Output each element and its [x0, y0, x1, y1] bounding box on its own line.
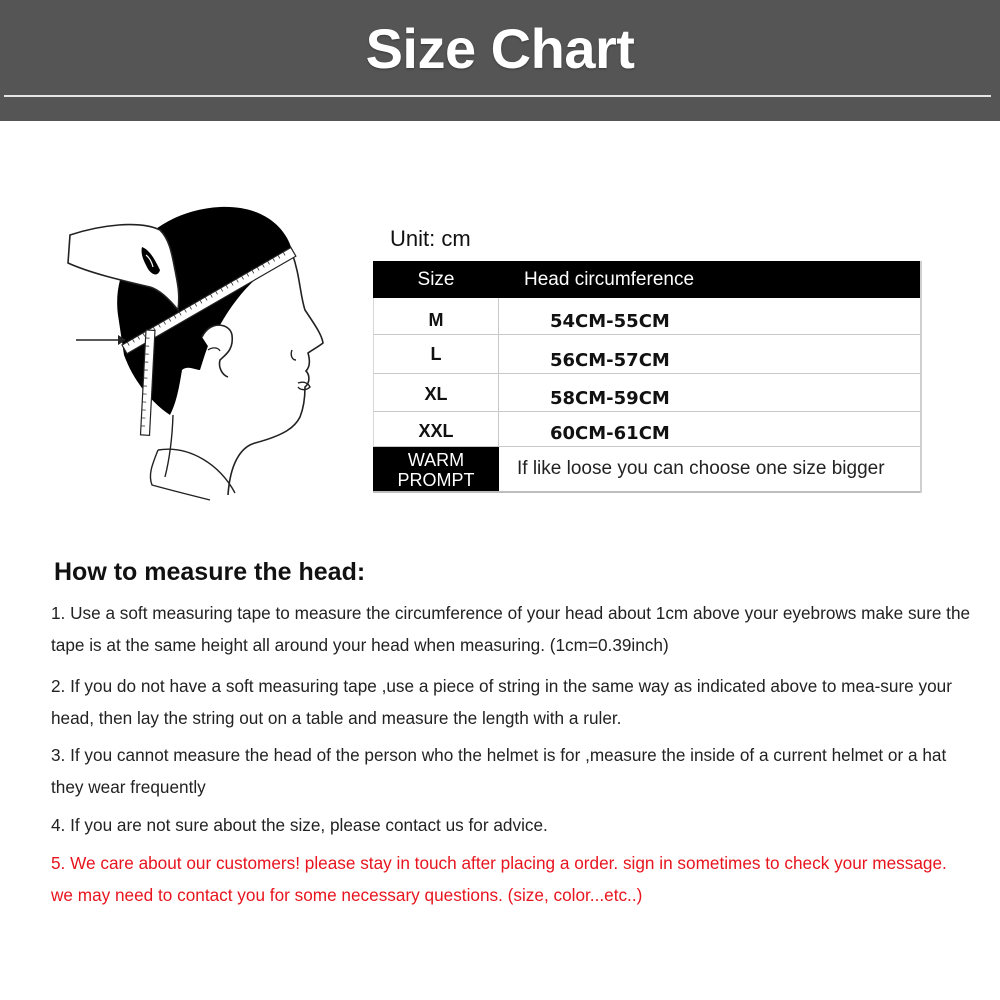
warm-prompt-text: If like loose you can choose one size bigger — [517, 458, 885, 479]
table-header — [373, 261, 920, 298]
instruction-step-5-notice: 5. We care about our customers! please stay in touch after placing a order. sign in sometimes to check your message. we may need to contact you for some necessary questions. (size, color...etc..) — [51, 853, 947, 905]
warm-prompt-row — [373, 447, 920, 493]
header-banner — [0, 0, 1000, 121]
size-cell: L — [374, 335, 499, 373]
instruction-step-1: 1. Use a soft measuring tape to measure the circumference of your head about 1cm above your eyebrows make sure the tape is at the same height all around your head when measuring. (1cm=0.39inch) — [51, 603, 971, 655]
circumference-cell: 60CM-61CM — [550, 423, 670, 444]
table-row — [373, 298, 920, 335]
circumference-cell: 54CM-55CM — [550, 311, 670, 332]
page-title: Size Chart — [365, 17, 635, 80]
warm-prompt-label-line2: PROMPT — [397, 470, 475, 490]
column-header-size: Size — [417, 268, 455, 290]
column-header-head-circumference: Head circumference — [524, 268, 695, 290]
table-row — [373, 335, 920, 374]
size-cell: XL — [374, 374, 499, 411]
instruction-step-3: 3. If you cannot measure the head of the person who the helmet is for ,measure the inside of a current helmet or a hat they wear frequently — [51, 745, 947, 797]
size-chart-table — [373, 261, 922, 493]
warm-prompt-label — [373, 447, 499, 491]
table-row — [373, 374, 920, 412]
head-measuring-tape-illustration-icon — [60, 195, 340, 505]
unit-label: Unit: cm — [390, 226, 471, 251]
circumference-cell: 56CM-57CM — [550, 350, 670, 371]
instruction-step-2: 2. If you do not have a soft measuring tape ,use a piece of string in the same way as indicated above to mea-sure your head, then lay the string out on a table and measure the length with a ruler. — [51, 676, 952, 728]
table-row — [373, 412, 920, 447]
size-cell: XXL — [374, 412, 499, 446]
header-divider — [4, 95, 991, 97]
size-cell: M — [374, 298, 499, 334]
instructions-title: How to measure the head: — [54, 558, 366, 586]
warm-prompt-label-line1: WARM — [407, 450, 465, 470]
instruction-step-4: 4. If you are not sure about the size, please contact us for advice. — [51, 815, 548, 835]
circumference-cell: 58CM-59CM — [550, 388, 670, 409]
